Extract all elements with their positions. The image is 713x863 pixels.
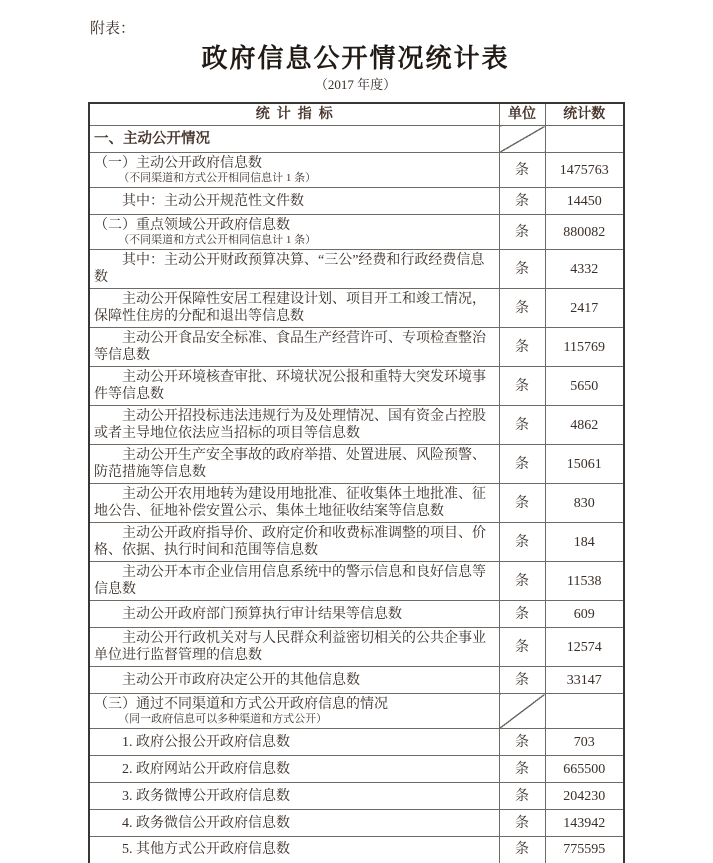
table-row <box>89 367 624 406</box>
indicator-cell <box>89 667 499 694</box>
table-row <box>89 406 624 445</box>
indicator-cell <box>89 628 499 667</box>
value-cell: 15061 <box>545 445 624 484</box>
table-row <box>89 729 624 756</box>
table-row <box>89 289 624 328</box>
indicator-cell <box>89 484 499 523</box>
indicator-cell <box>89 188 499 215</box>
indicator-text: 主动公开市政府决定公开的其他信息数 <box>122 672 360 688</box>
value-cell: 4862 <box>545 406 624 445</box>
value-cell: 5650 <box>545 367 624 406</box>
indicator-text: 主动公开行政机关对与人民群众利益密切相关的公共企事业单位进行监督管理的信息数 <box>94 631 486 663</box>
indicator-cell <box>89 729 499 756</box>
value-cell: 184 <box>545 523 624 562</box>
indicator-text: （三）通过不同渠道和方式公开政府信息的情况 <box>94 697 388 712</box>
column-header-unit: 单位 <box>499 103 545 126</box>
value-cell: 703 <box>545 729 624 756</box>
indicator-cell <box>89 601 499 628</box>
indicator-cell <box>89 367 499 406</box>
unit-cell: 条 <box>499 562 545 601</box>
indicator-text: 3. 政务微博公开政府信息数 <box>122 788 290 804</box>
indicator-text: 其中：主动公开规范性文件数 <box>122 193 304 209</box>
page-subtitle: （2017 年度） <box>314 77 397 92</box>
unit-cell: 条 <box>499 367 545 406</box>
indicator-cell <box>89 250 499 289</box>
unit-cell: 条 <box>499 153 545 188</box>
value-cell: 880082 <box>545 215 624 250</box>
table-row <box>89 628 624 667</box>
indicator-cell <box>89 694 499 729</box>
indicator-cell <box>89 328 499 367</box>
indicator-cell <box>89 837 499 863</box>
unit-cell-diagonal-slash <box>499 126 545 153</box>
value-cell: 665500 <box>545 756 624 783</box>
indicator-text: 其中：主动公开财政预算决算、“三公”经费和行政经费信息数 <box>94 253 485 285</box>
table-row <box>89 215 624 250</box>
table-row <box>89 523 624 562</box>
table-row <box>89 837 624 863</box>
unit-cell-diagonal-slash <box>499 694 545 729</box>
indicator-cell <box>89 153 499 188</box>
table-row <box>89 810 624 837</box>
table-row <box>89 694 624 729</box>
unit-cell: 条 <box>499 406 545 445</box>
table-row <box>89 126 624 153</box>
indicator-note: （同一政府信息可以多种渠道和方式公开） <box>118 713 328 725</box>
unit-cell: 条 <box>499 250 545 289</box>
table-row <box>89 250 624 289</box>
indicator-cell <box>89 445 499 484</box>
unit-cell: 条 <box>499 667 545 694</box>
indicator-cell <box>89 126 499 153</box>
indicator-cell <box>89 810 499 837</box>
indicator-text: （二）重点领域公开政府信息数 <box>94 218 290 233</box>
value-cell: 204230 <box>545 783 624 810</box>
indicator-note: （不同渠道和方式公开相同信息计 1 条） <box>118 234 317 246</box>
column-header-value: 统计数 <box>545 103 624 126</box>
indicator-text: 主动公开本市企业信用信息系统中的警示信息和良好信息等信息数 <box>94 565 486 597</box>
indicator-text: 2. 政府网站公开政府信息数 <box>122 761 290 777</box>
table-header-row <box>89 103 624 126</box>
value-cell: 11538 <box>545 562 624 601</box>
indicator-text: 主动公开食品安全标准、食品生产经营许可、专项检查整治等信息数 <box>94 331 486 363</box>
unit-cell: 条 <box>499 783 545 810</box>
unit-cell: 条 <box>499 215 545 250</box>
indicator-note: （不同渠道和方式公开相同信息计 1 条） <box>118 172 317 184</box>
table-row <box>89 328 624 367</box>
unit-cell: 条 <box>499 445 545 484</box>
table-row <box>89 601 624 628</box>
unit-cell: 条 <box>499 601 545 628</box>
indicator-text: 主动公开生产安全事故的政府举措、处置进展、风险预警、防范措施等信息数 <box>94 448 486 480</box>
indicator-text: （一）主动公开政府信息数 <box>94 156 262 171</box>
value-cell: 12574 <box>545 628 624 667</box>
unit-cell: 条 <box>499 628 545 667</box>
value-cell: 14450 <box>545 188 624 215</box>
indicator-cell <box>89 523 499 562</box>
document-content <box>88 43 623 863</box>
value-cell: 33147 <box>545 667 624 694</box>
indicator-text: 5. 其他方式公开政府信息数 <box>122 842 290 858</box>
table-row <box>89 667 624 694</box>
indicator-cell <box>89 783 499 810</box>
indicator-cell <box>89 756 499 783</box>
attachment-label: 附表： <box>90 21 136 37</box>
indicator-text: 1. 政府公报公开政府信息数 <box>122 734 290 750</box>
table-body <box>89 126 624 863</box>
table-row <box>89 562 624 601</box>
indicator-cell <box>89 406 499 445</box>
column-header-indicator: 统计指标 <box>89 103 499 126</box>
unit-cell: 条 <box>499 729 545 756</box>
indicator-text: 主动公开招投标违法违规行为及处理情况、国有资金占控股或者主导地位依法应当招标的项目等信息数 <box>94 409 486 441</box>
indicator-cell <box>89 562 499 601</box>
indicator-text: 主动公开政府部门预算执行审计结果等信息数 <box>122 606 402 622</box>
value-cell: 4332 <box>545 250 624 289</box>
table-row <box>89 188 624 215</box>
indicator-text: 主动公开环境核查审批、环境状况公报和重特大突发环境事件等信息数 <box>94 370 486 402</box>
page-title: 政府信息公开情况统计表 <box>201 44 510 73</box>
value-cell: 1475763 <box>545 153 624 188</box>
table-row <box>89 153 624 188</box>
value-cell <box>545 694 624 729</box>
indicator-text: 4. 政务微信公开政府信息数 <box>122 815 290 831</box>
value-cell: 830 <box>545 484 624 523</box>
unit-cell: 条 <box>499 523 545 562</box>
value-cell: 775595 <box>545 837 624 863</box>
indicator-cell <box>89 289 499 328</box>
unit-cell: 条 <box>499 188 545 215</box>
unit-cell: 条 <box>499 756 545 783</box>
indicator-text: 一、主动公开情况 <box>94 130 210 147</box>
value-cell: 2417 <box>545 289 624 328</box>
value-cell <box>545 126 624 153</box>
value-cell: 115769 <box>545 328 624 367</box>
unit-cell: 条 <box>499 484 545 523</box>
indicator-text: 主动公开农用地转为建设用地批准、征收集体土地批准、征地公告、征地补偿安置公示、集体土地征收结案等信息数 <box>94 487 486 519</box>
table-row <box>89 484 624 523</box>
unit-cell: 条 <box>499 810 545 837</box>
value-cell: 609 <box>545 601 624 628</box>
table-row <box>89 445 624 484</box>
unit-cell: 条 <box>499 837 545 863</box>
value-cell: 143942 <box>545 810 624 837</box>
statistics-table <box>88 102 625 863</box>
indicator-cell <box>89 215 499 250</box>
table-row <box>89 756 624 783</box>
indicator-text: 主动公开政府指导价、政府定价和收费标准调整的项目、价格、依据、执行时间和范围等信息数 <box>94 526 486 558</box>
unit-cell: 条 <box>499 289 545 328</box>
unit-cell: 条 <box>499 328 545 367</box>
table-row <box>89 783 624 810</box>
indicator-text: 主动公开保障性安居工程建设计划、项目开工和竣工情况，保障性住房的分配和退出等信息数 <box>94 292 486 324</box>
